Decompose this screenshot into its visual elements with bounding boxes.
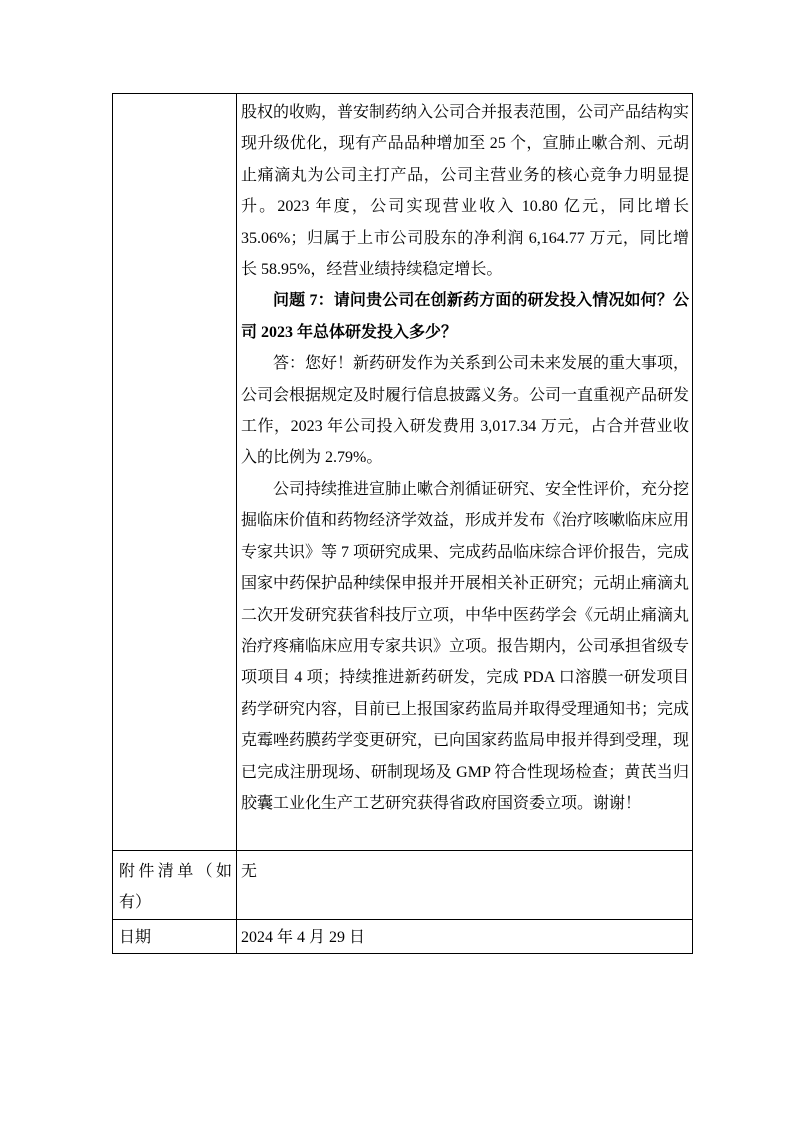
paragraph-answer-rd-projects: 公司持续推进宣肺止嗽合剂循证研究、安全性评价，充分挖掘临床价值和药物经济学效益，形成并发布《治疗咳嗽临床应用专家共识》等 7 项研究成果、完成药品临床综合评价报告，完成国家中药保护品种续保申报并开展相关补正研究；元胡止痛滴丸二次开发研究获省科技厅立项，中华中医药学会《元胡止痛滴丸治疗疼痛临床应用专家共识》立项。报告期内，公司承担省级专项项目 4 项；持续推进新药研发，完成 PDA 口溶膜一研发项目药学研究内容，目前已上报国家药监局并取得受理通知书；完成克霉唑药膜药学变更研究，已向国家药监局申报并得到受理，现已完成注册现场、研制现场及 GMP 符合性现场检查；黄芪当归胶囊工业化生产工艺研究获得省政府国资委立项。谢谢！: [241, 480, 690, 812]
attachment-row-label: 附件清单（如有）: [113, 851, 237, 920]
record-table: [112, 93, 693, 954]
date-row-label: 日期: [113, 919, 237, 953]
paragraph-business-results: 股权的收购，普安制药纳入公司合并报表范围，公司产品结构实现升级优化，现有产品品种增加至 25 个，宣肺止嗽合剂、元胡止痛滴丸为公司主打产品，公司主营业务的核心竞争力明显提升。2023 年度，公司实现营业收入 10.80 亿元，同比增长 35.06%；归属于上市公司股东的净利润 6,164.77 万元，同比增长 58.95%，经营业绩持续稳定增长。: [241, 104, 690, 279]
paragraph-question-7: 问题 7：请问贵公司在创新药方面的研发投入情况如何？公司 2023 年总体研发投入多少？: [241, 292, 689, 341]
date-row-value: 2024 年 4 月 29 日: [237, 919, 693, 953]
main-row-content-cell: [237, 94, 693, 851]
paragraph-answer-rd-spend: 答：您好！新药研发作为关系到公司未来发展的重大事项，公司会根据规定及时履行信息披露义务。公司一直重视产品研发工作，2023 年公司投入研发费用 3,017.34 万元，占合并营业收入的比例为 2.79%。: [241, 355, 690, 467]
table-row-date: [113, 919, 693, 953]
table-row-main: [113, 94, 693, 851]
attachment-row-value: 无: [237, 851, 693, 920]
table-row-attachments: [113, 851, 693, 920]
main-row-label-cell: [113, 94, 237, 851]
